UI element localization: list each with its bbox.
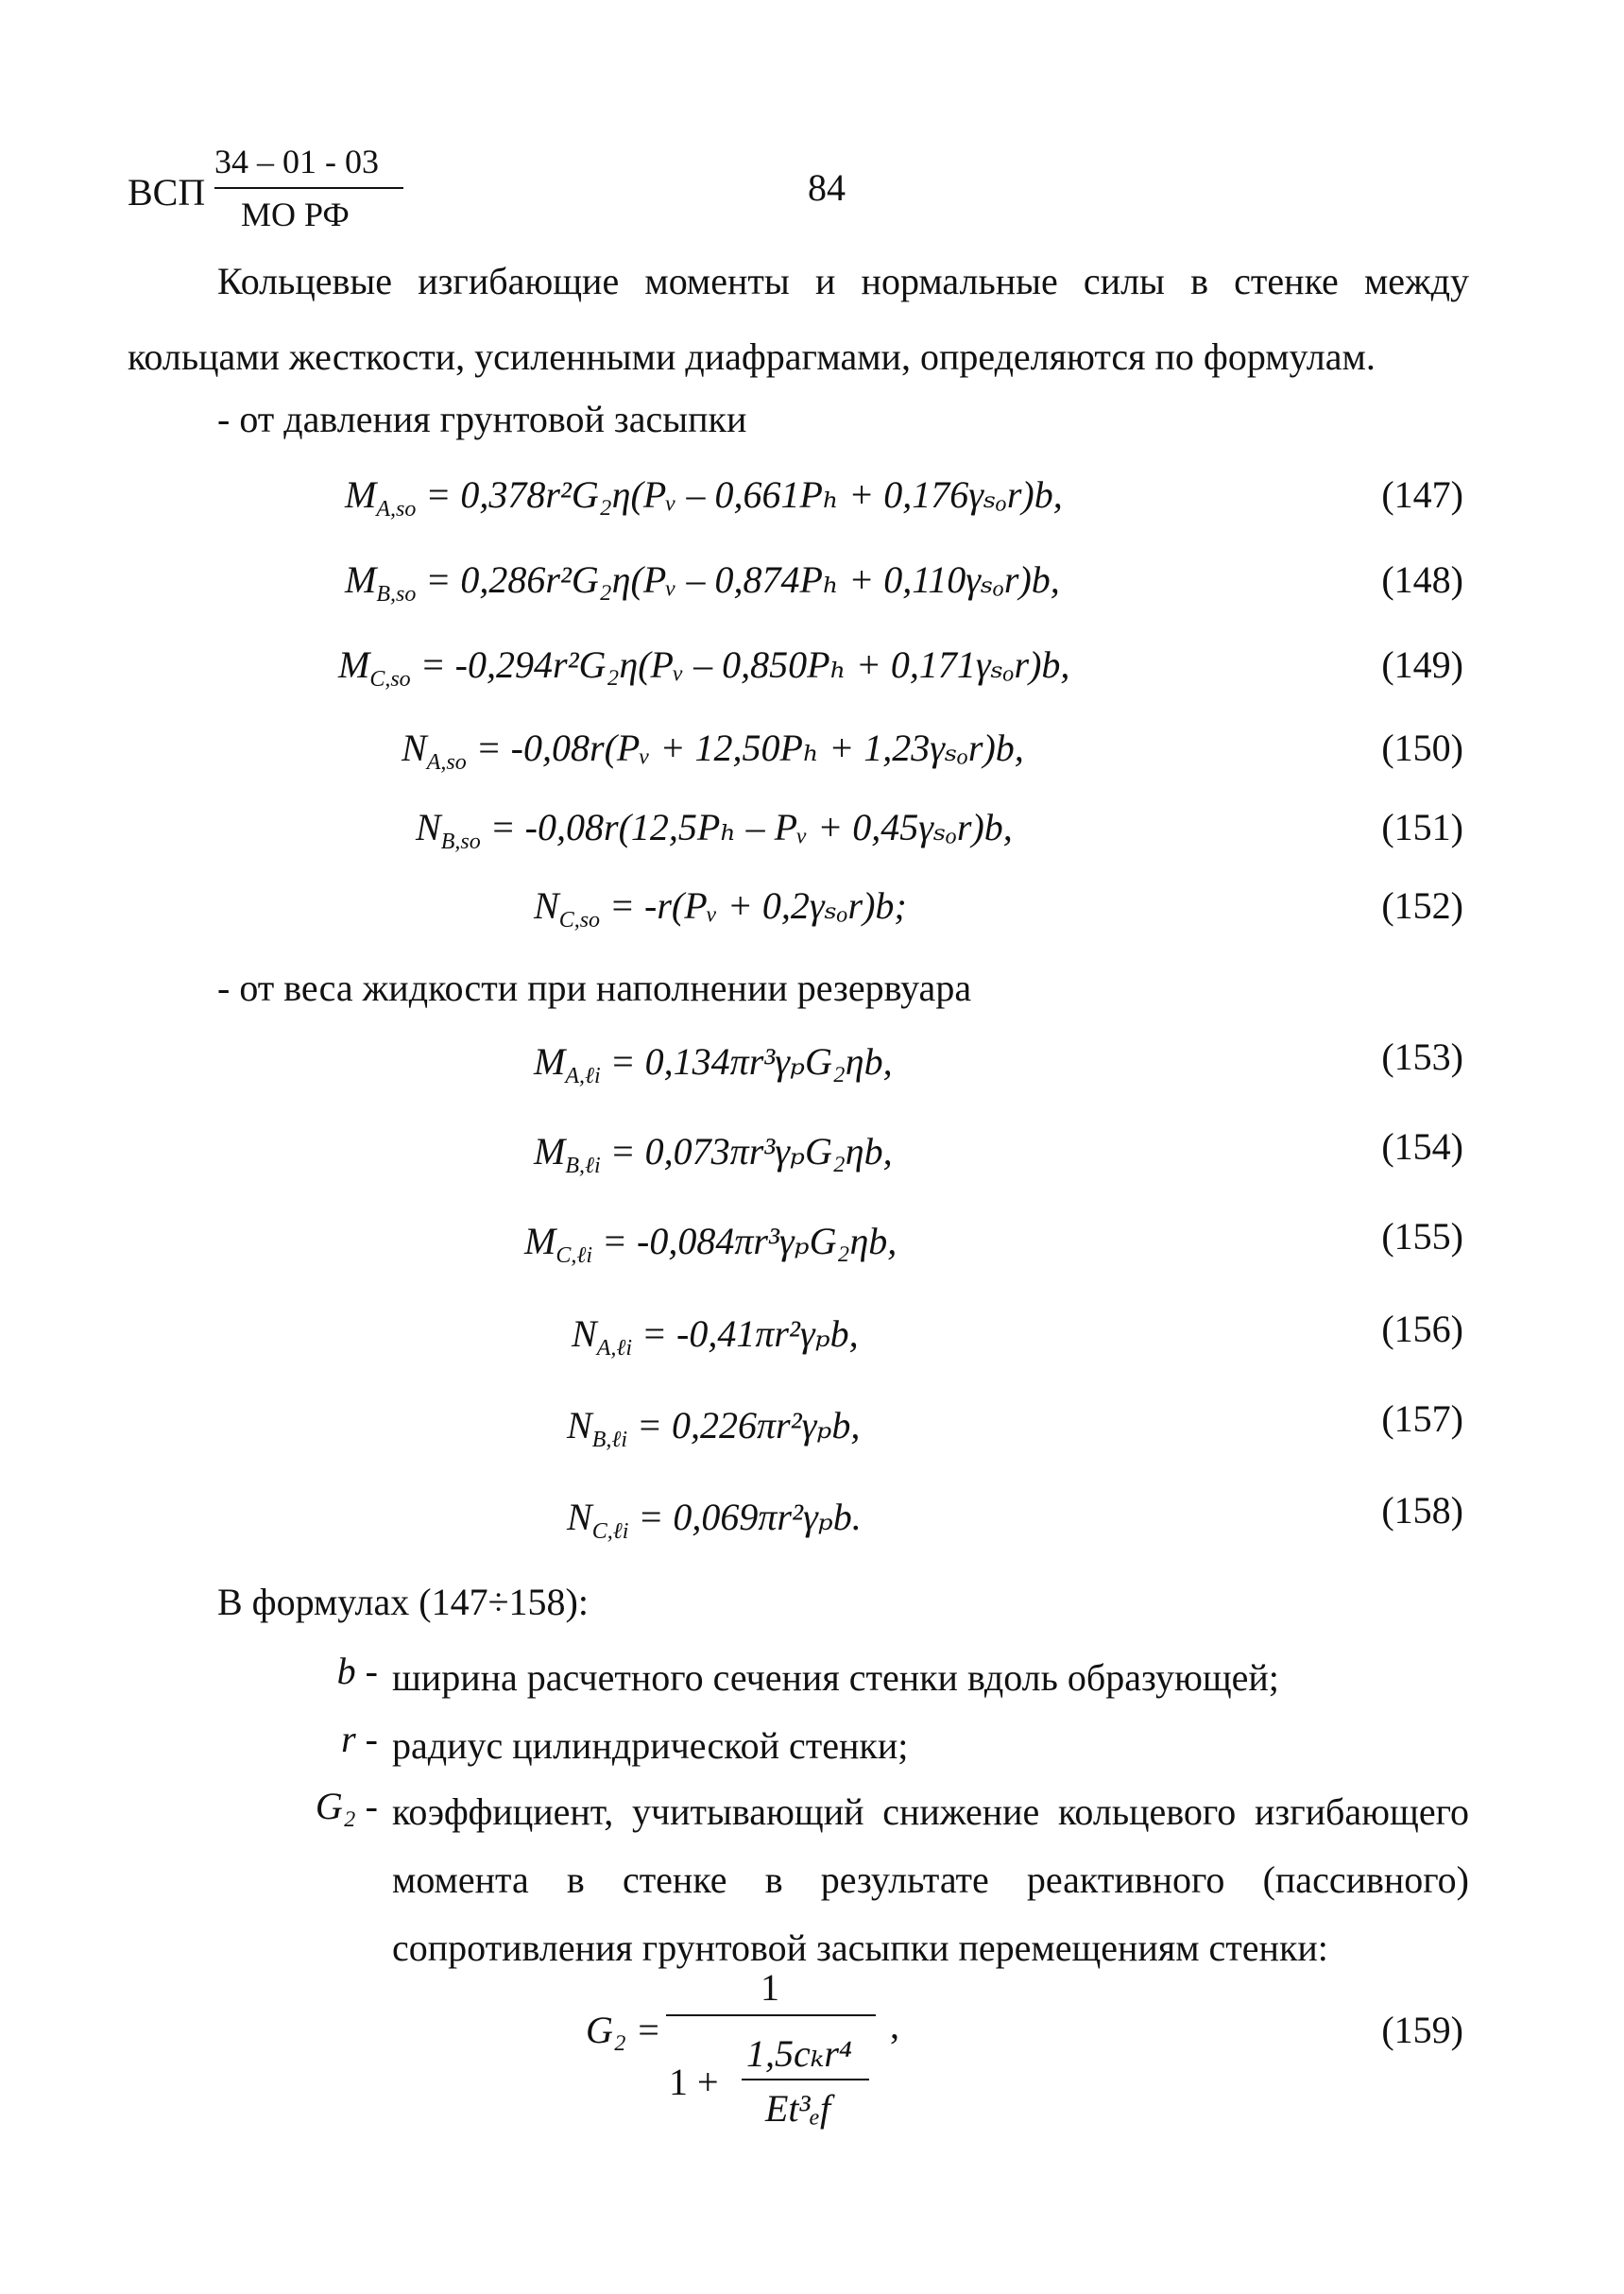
formula-149: $M_{C,so}$ = -0,294r²G₂η(Pᵥ – 0,850Pₕ + 0,171γₛₒr)b, xyxy=(338,643,1070,692)
section-soil-title: - от давления грунтовой засыпки xyxy=(217,398,747,440)
legend-title: В формулах (147÷158): xyxy=(217,1581,589,1623)
formula-number-149: (149) xyxy=(1381,643,1463,686)
formula-159-numerator: 1 xyxy=(761,1966,779,2009)
definition-symbol-r: r - xyxy=(341,1718,378,1760)
doc-code-numerator: 34 – 01 - 03 xyxy=(214,143,379,180)
intro-paragraph: Кольцевые изгибающие моменты и нормальные силы в стенке между кольцами жесткости, усиленными диафрагмами, определяются по формулам. xyxy=(128,260,1469,378)
formula-number-156: (156) xyxy=(1381,1308,1463,1350)
formula-159-lhs: G₂ = xyxy=(586,2009,661,2051)
formula-159-main-fraction-line xyxy=(666,2014,876,2016)
formula-number-158: (158) xyxy=(1381,1489,1463,1532)
formula-159-trailing-comma: , xyxy=(890,2004,899,2046)
formula-158: $N_{C,\ell i} = 0,069\pi r^2\gamma_pb$. xyxy=(567,1496,862,1544)
formula-number-155: (155) xyxy=(1381,1215,1463,1258)
definition-symbol-g2: G₂ - xyxy=(315,1785,378,1827)
definition-text-b: ширина расчетного сечения стенки вдоль образующей; xyxy=(392,1656,1279,1699)
formula-number-150: (150) xyxy=(1381,727,1463,769)
formula-number-152: (152) xyxy=(1381,884,1463,927)
formula-156: $N_{A,\ell i} = -0,41\pi r^2\gamma_pb$, xyxy=(572,1312,859,1361)
formula-number-157: (157) xyxy=(1381,1397,1463,1440)
definition-text-r: радиус цилиндрической стенки; xyxy=(392,1724,909,1767)
formula-154: $M_{B,\ell i} = 0,073\pi r^3\gamma_pG_2\eta b$, xyxy=(534,1130,893,1178)
document-code xyxy=(128,142,411,246)
formula-157: $N_{B,\ell i} = 0,226\pi r^2\gamma_pb$, xyxy=(567,1404,861,1452)
formula-number-147: (147) xyxy=(1381,473,1463,516)
formula-159-denominator-prefix: 1 + xyxy=(669,2061,719,2103)
formula-number-148: (148) xyxy=(1381,558,1463,601)
formula-159-inner-denominator: Et³ₑf xyxy=(765,2087,831,2130)
doc-code-denominator: МО РФ xyxy=(241,196,350,233)
formula-number-159: (159) xyxy=(1381,2009,1463,2051)
definition-symbol-b: b - xyxy=(336,1650,378,1692)
definition-text-g2: коэффициент, учитывающий снижение кольцевого изгибающего момента в стенке в результате реактивного (пассивного) сопротивления грунтовой засыпки перемещениям стенки: xyxy=(392,1790,1469,1969)
page-number: 84 xyxy=(808,166,846,209)
formula-number-153: (153) xyxy=(1381,1036,1463,1078)
formula-159-inner-fraction-line xyxy=(742,2079,869,2080)
formula-155: $M_{C,\ell i} = -0,084\pi r^3\gamma_pG_2\eta b$, xyxy=(524,1220,897,1268)
doc-code-fraction-line xyxy=(214,187,403,189)
formula-151: $N_{B,so} = -0,08r(12,5P_h$ – Pᵥ + 0,45γₛₒr)b, xyxy=(416,806,1013,854)
section-liquid-title: - от веса жидкости при наполнении резервуара xyxy=(217,967,972,1009)
doc-code-prefix: ВСП xyxy=(128,171,206,214)
formula-150: $N_{A,so}$ = -0,08r(Pᵥ + 12,50Pₕ + 1,23γₛₒr)b, xyxy=(402,727,1024,775)
formula-153: $M_{A,\ell i} = 0,134\pi r^3\gamma_pG_2\eta b$, xyxy=(534,1040,893,1088)
formula-148: $M_{B,so}$ = 0,286r²G₂η(Pᵥ – 0,874Pₕ + 0,110γₛₒr)b, xyxy=(345,558,1060,607)
formula-number-151: (151) xyxy=(1381,806,1463,848)
formula-number-154: (154) xyxy=(1381,1125,1463,1168)
formula-147: $M_{A,so}$ = 0,378r²G₂η(Pᵥ – 0,661Pₕ + 0,176γₛₒr)b, xyxy=(345,473,1063,522)
formula-159-inner-numerator: 1,5cₖr⁴ xyxy=(746,2032,852,2075)
formula-152: $N_{C,so}$ = -r(Pᵥ + 0,2γₛₒr)b; xyxy=(534,884,907,933)
